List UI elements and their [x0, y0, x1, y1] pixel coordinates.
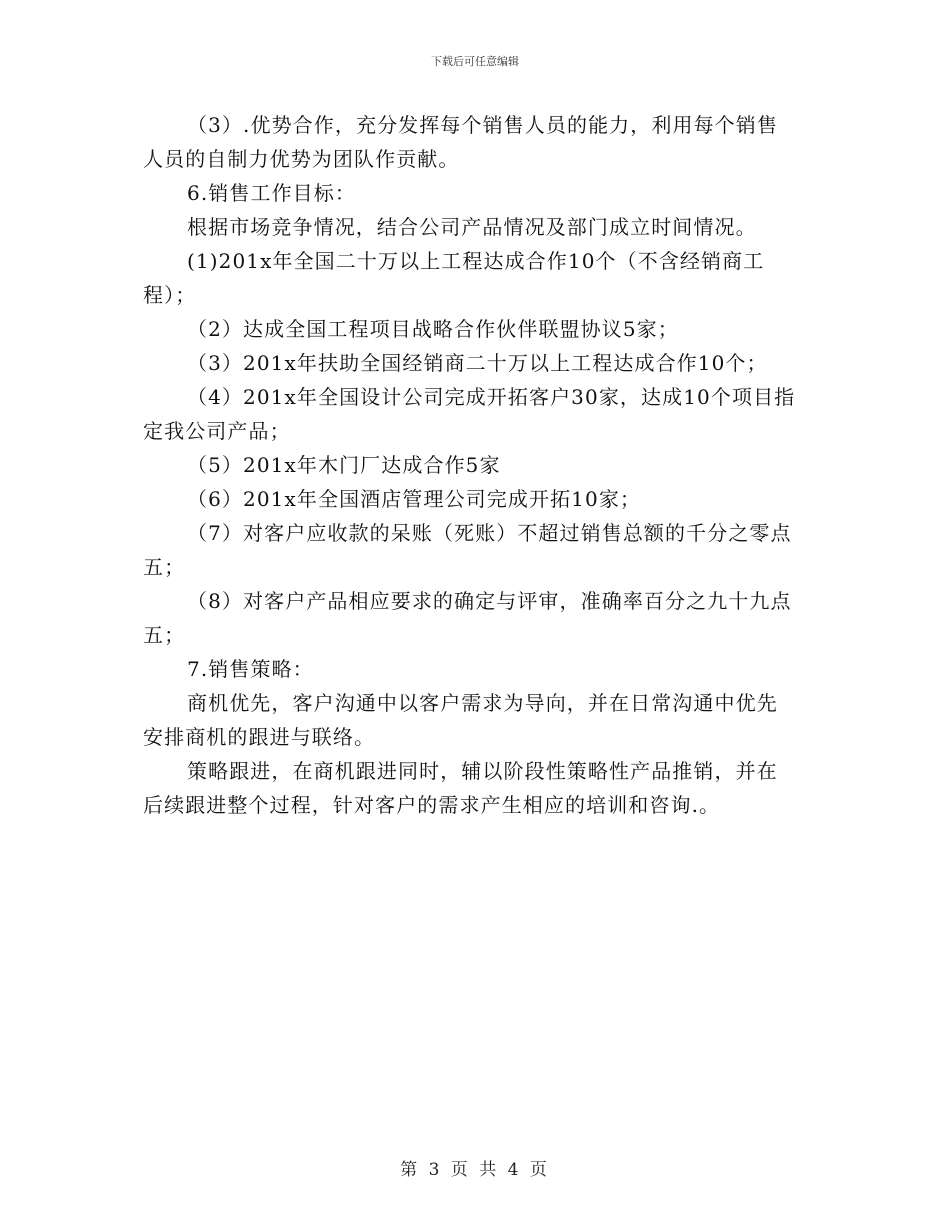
section-heading: 7.销售策略：	[187, 657, 314, 681]
paragraph-line: （3）.优势合作，充分发挥每个销售人员的能力，利用每个销售	[187, 113, 778, 137]
list-item-continuation: 五；	[143, 623, 186, 647]
paragraph-line: 人员的自制力优势为团队作贡献。	[143, 147, 460, 171]
list-item: （3）201x年扶助全国经销商二十万以上工程达成合作10个；	[187, 351, 768, 375]
list-item: （8）对客户产品相应要求的确定与评审，准确率百分之九十九点	[187, 589, 792, 613]
list-item-continuation: 五；	[143, 555, 186, 579]
list-item-continuation: 程）；	[143, 283, 197, 307]
page-footer: 第 3 页 共 4 页	[400, 1160, 550, 1180]
list-item: （4）201x年全国设计公司完成开拓客户30家，达成10个项目指	[187, 385, 796, 409]
list-item: （7）对客户应收款的呆账（死账）不超过销售总额的千分之零点	[187, 521, 792, 545]
document-body	[143, 108, 809, 822]
paragraph-line: 商机优先，客户沟通中以客户需求为导向，并在日常沟通中优先	[187, 691, 778, 715]
page-header: 下载后可任意编辑	[431, 55, 519, 68]
list-item: (1)201x年全国二十万以上工程达成合作10个（不含经销商工	[187, 249, 765, 273]
paragraph-line: 策略跟进，在商机跟进同时，辅以阶段性策略性产品推销，并在	[187, 759, 778, 783]
list-item: （6）201x年全国酒店管理公司完成开拓10家；	[187, 487, 642, 511]
list-item-continuation: 定我公司产品；	[143, 419, 291, 443]
list-item: （2）达成全国工程项目战略合作伙伴联盟协议5家；	[187, 317, 679, 341]
list-item: （5）201x年木门厂达成合作5家	[187, 453, 501, 477]
paragraph-line: 后续跟进整个过程，针对客户的需求产生相应的培训和咨询.。	[143, 793, 721, 817]
paragraph-line: 根据市场竞争情况，结合公司产品情况及部门成立时间情况。	[187, 215, 757, 239]
paragraph-line: 安排商机的跟进与联络。	[143, 725, 376, 749]
section-heading: 6.销售工作目标：	[187, 181, 356, 205]
